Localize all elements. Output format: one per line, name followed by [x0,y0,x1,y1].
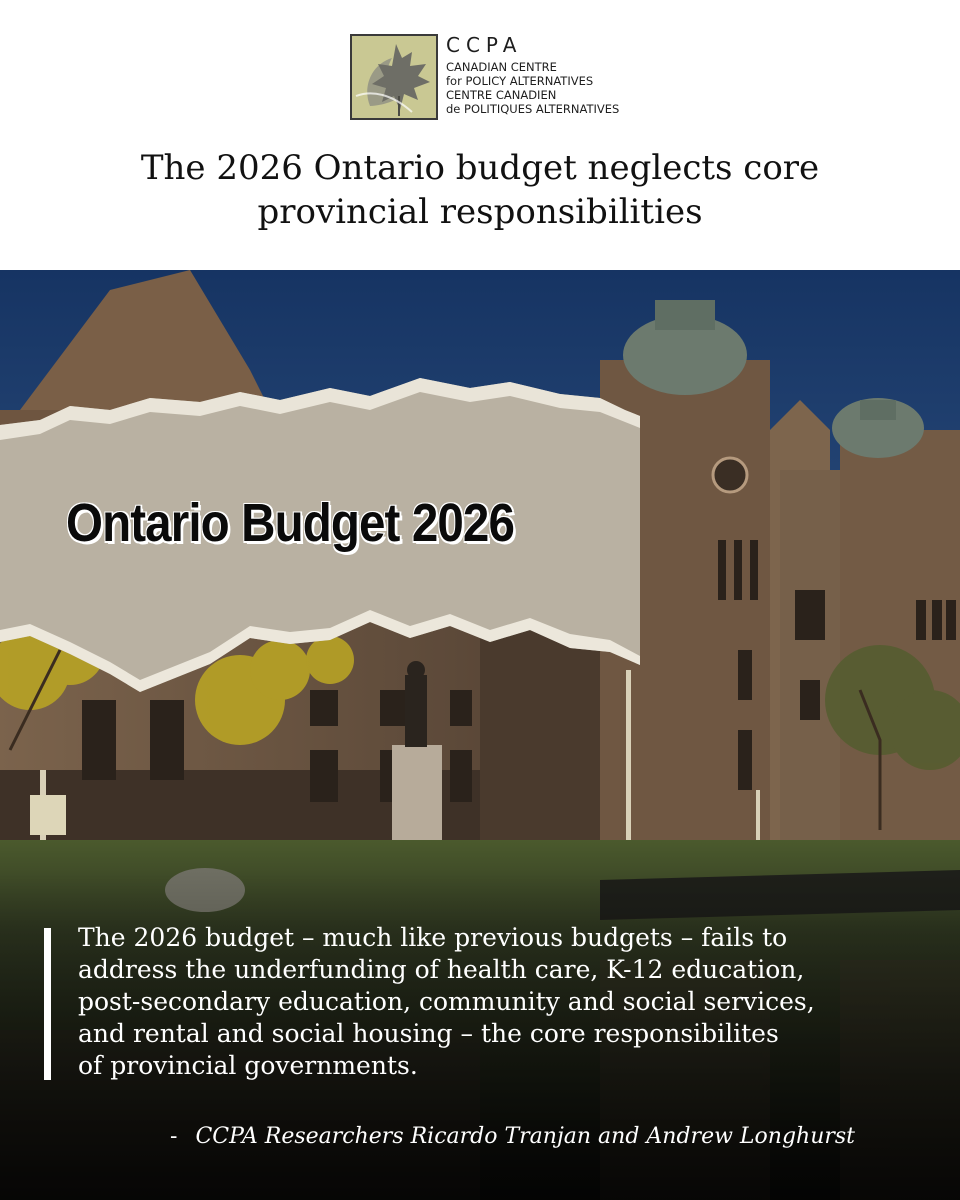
quote-line-5: of provincial governments. [78,1051,418,1080]
logo-line-fr-2: de POLITIQUES ALTERNATIVES [446,102,620,116]
logo-line-en-1: CANADIAN CENTRE [446,60,557,74]
logo-line-fr-1: CENTRE CANADIEN [446,88,557,102]
logo-line-en-2: for POLICY ALTERNATIVES [446,74,594,88]
quote-bar [44,928,51,1080]
quote-text [78,922,938,1082]
quote-attribution [170,1124,855,1149]
title-line-1: The 2026 Ontario budget neglects core [140,148,820,188]
quote-line-4: and rental and social housing – the core responsibilites [78,1019,779,1048]
ccpa-logo [350,34,620,124]
quote-line-1: The 2026 budget – much like previous budgets – fails to [78,923,788,952]
title-line-2: provincial responsibilities [257,192,703,232]
budget-title: Ontario Budget 2026 [66,493,515,553]
logo-text [446,34,619,116]
logo-acronym: CCPA [446,33,523,57]
attribution-dash: - [170,1124,178,1149]
maple-leaf-icon [350,34,438,120]
quote-line-3: post-secondary education, community and social services, [78,987,815,1016]
attribution-text: CCPA Researchers Ricardo Tranjan and Andrew Longhurst [195,1124,856,1149]
header [0,0,960,270]
page-title [60,146,900,234]
quote-line-2: address the underfunding of health care, K-12 education, [78,955,805,984]
